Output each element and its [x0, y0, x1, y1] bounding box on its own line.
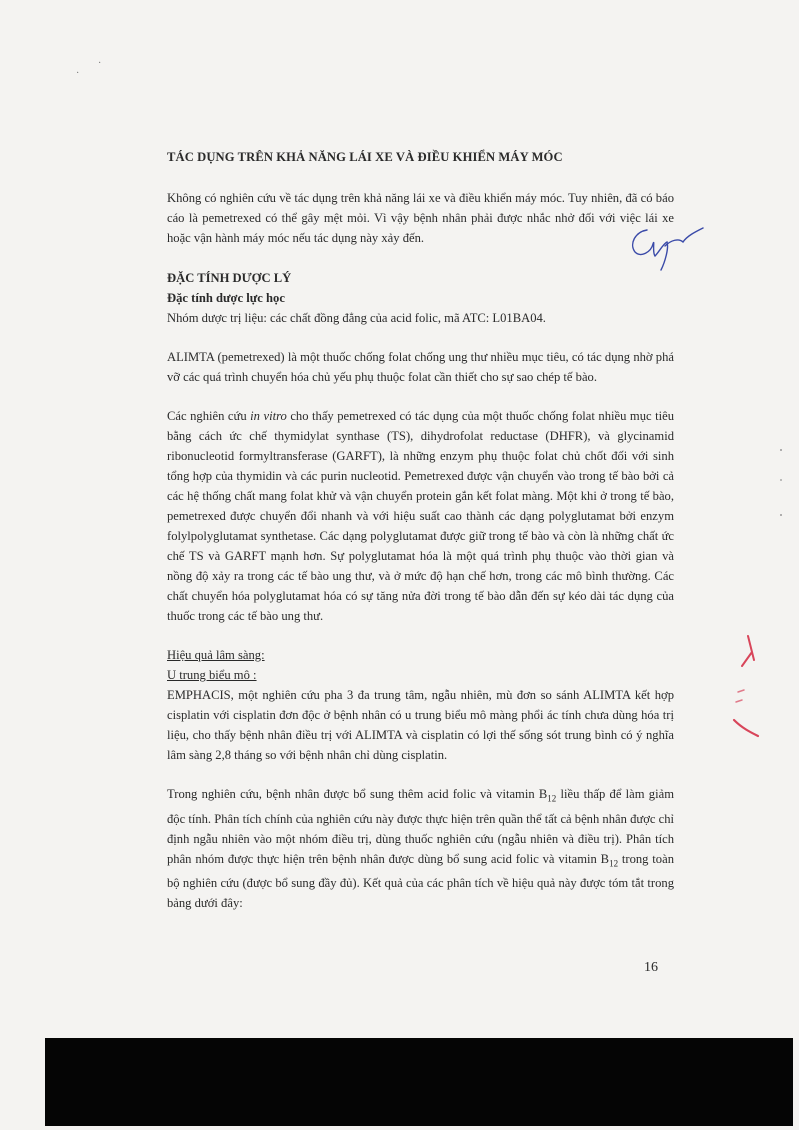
driving-heading: TÁC DỤNG TRÊN KHẢ NĂNG LÁI XE VÀ ĐIỀU KHIỂN MÁY MÓC: [167, 150, 563, 164]
scan-speck: ·: [98, 58, 102, 69]
handwritten-signature: [625, 222, 705, 274]
mechanism-paragraph: ALIMTA (pemetrexed) là một thuốc chống folat chống ung thư nhiều mục tiêu, có tác dụng nhờ phá vỡ các quá trình chuyển hóa chủ yếu phụ thuộc folat cần thiết cho sự sao chép tế bào.: [167, 350, 674, 384]
in-vitro-italic: in vitro: [250, 409, 287, 423]
supp-text-c: trong toàn bộ nghiên cứu (được bổ sung đầy đủ). Kết quả của các phân tích về hiệu quả này được tóm tắt trong bảng dưới đây:: [167, 851, 674, 911]
supp-text-a: Trong nghiên cứu, bệnh nhân được bổ sung thêm acid folic và vitamin B: [167, 787, 548, 801]
supp-subscript-1: 12: [547, 793, 557, 804]
therapeutic-group-line: Nhóm dược trị liệu: các chất đồng đẳng của acid folic, mã ATC: L01BA04.: [167, 311, 546, 325]
document-body: [167, 147, 674, 913]
scan-edge-marks: [778, 440, 784, 530]
scan-speck: ·: [76, 68, 80, 79]
page-number: 16: [644, 960, 658, 975]
supp-subscript-2: 12: [609, 858, 619, 869]
clinical-efficacy-heading: Hiệu quả lâm sàng:: [167, 648, 265, 662]
supp-text-b: liều thấp để làm giảm độc tính. Phân tích chính của nghiên cứu này được thực hiện trên quần thể tất cả bệnh nhân được chỉ định ngẫu nhiên vào một nhóm điều trị, dùng thuốc nghiên cứu (ngẫu nhiên và điều trị). Phân tích phân nhóm được thực hiện trên bệnh nhân được dùng bổ sung acid folic và vitamin B: [167, 787, 674, 866]
pharmacology-heading: ĐẶC TÍNH DƯỢC LÝ: [167, 271, 292, 285]
red-stamp-marks: [728, 632, 760, 742]
scan-black-bar: [45, 1038, 793, 1126]
emphacis-paragraph: EMPHACIS, một nghiên cứu pha 3 đa trung tâm, ngẫu nhiên, mù đơn so sánh ALIMTA kết hợp cisplatin với cisplatin đơn độc ở bệnh nhân có u trung biểu mô màng phổi ác tính chưa dùng hóa trị liệu, cho thấy bệnh nhân điều trị với ALIMTA và cisplatin có lợi thế sống sót trung bình có ý nghĩa lâm sàng 2,8 tháng so với bệnh nhân chỉ dùng cisplatin.: [167, 688, 674, 762]
pharmacodynamics-subheading: Đặc tính dược lực học: [167, 291, 285, 305]
driving-paragraph: Không có nghiên cứu về tác dụng trên khả năng lái xe và điều khiển máy móc. Tuy nhiên, đã có báo cáo là pemetrexed có thể gây mệt mỏi. Vì vậy bệnh nhân phải được nhắc nhở đối với việc lái xe hoặc vận hành máy móc nếu tác dụng này xảy đến.: [167, 191, 674, 245]
in-vitro-text-b: cho thấy pemetrexed có tác dụng của một thuốc chống folat nhiều mục tiêu bằng cách ức chế thymidylat synthase (TS), dihydrofolat reductase (DHFR), và glycinamid ribonucleotid formyltransferase (GARFT), là những enzym phụ thuộc folat chủ chốt đối với sinh tổng hợp của thymidin và các purin nucleotid. Pemetrexed được vận chuyển vào trong tế bào bởi cả các hệ thống chất mang folat khử và vận chuyển protein gắn kết folat màng. Một khi ở trong tế bào, pemetrexed được chuyển đổi nhanh và với hiệu suất cao thành các dạng polyglutamat bởi enzym folylpolyglutamat synthetase. Các dạng polyglutamat được giữ trong tế bào và còn là những chất ức chế TS và GARFT mạnh hơn. Sự polyglutamat hóa là một quá trình phụ thuộc vào thời gian và nồng độ xảy ra trong các tế bào ung thư, và ở mức độ hạn chế hơn, trong các mô bình thường. Các chất chuyển hóa polyglutamat hóa có sự tăng nửa đời trong tế bào dẫn đến sự kéo dài tác dụng của thuốc trong các tế bào ung thư.: [167, 409, 675, 623]
in-vitro-paragraph: [167, 406, 674, 626]
supplementation-paragraph: [167, 784, 674, 913]
in-vitro-text-a: Các nghiên cứu: [167, 409, 251, 423]
mesothelioma-subheading: U trung biểu mô :: [167, 668, 257, 682]
